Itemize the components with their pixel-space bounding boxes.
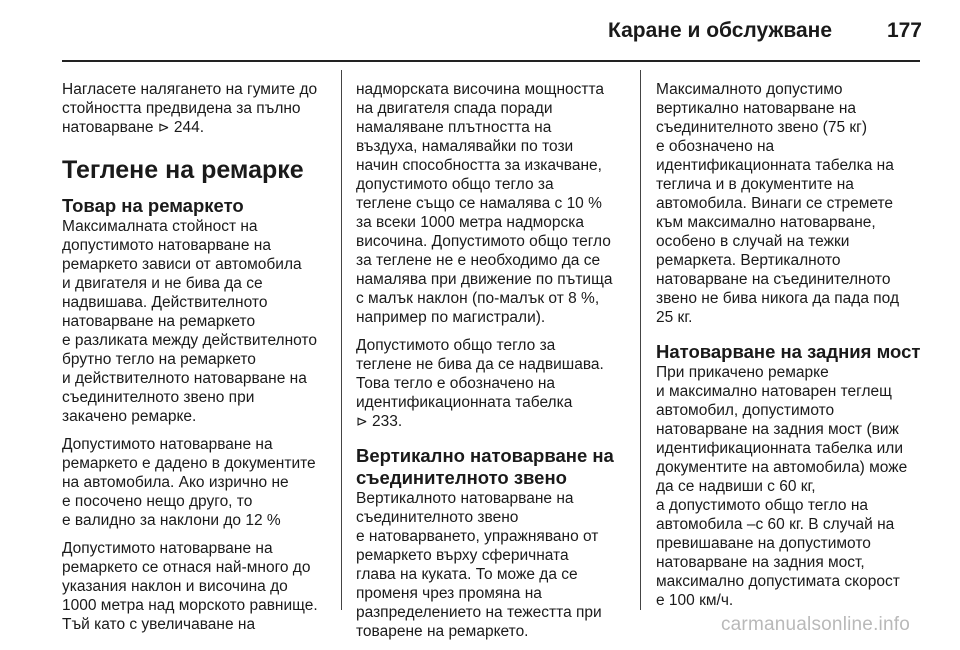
subsection-title-line: Вертикално натоварване на [356,445,614,466]
text-line: за теглене не е необходимо да се [356,252,601,269]
text-line: теглича и в документите на [656,176,854,193]
paragraph [356,80,628,327]
text-line: и максимално натоварен теглещ [656,383,892,400]
text-line: намалява при движение по пътища [356,271,613,288]
text-line: брутно тегло на ремаркето [62,351,256,368]
text-line: особено в случай на тежки [656,233,850,250]
text-line: Нагласете налягането на гумите до [62,81,318,98]
text-line: стойността предвидена за пълно [62,100,301,117]
text-line: товарене на ремаркето. [356,623,529,640]
subsection-title: Натоварване на задния мост [656,341,921,362]
text-line: Максималната стойност на [62,218,258,235]
text-line: Допустимото натоварване на [62,540,273,557]
paragraph [356,489,628,641]
text-line: автомобила. Винаги се стремете [656,195,894,212]
text-line: натоварване на задния мост (виж [656,421,899,438]
text-line: документите на автомобила) може [656,459,908,476]
text-line: допустимото натоварване на [62,237,271,254]
text-line: височина. Допустимото общо тегло [356,233,611,250]
section-title: Теглене на ремарке [62,156,304,184]
text-line: допустимото общо тегло за [356,176,554,193]
text-line: превишаване на допустимото [656,535,871,552]
text-line: на автомобила. Ако изрично не [62,474,289,491]
text-line: да се надвиши с 60 кг, [656,478,816,495]
text-line: е посочено нещо друго, то [62,493,253,510]
paragraph [656,80,926,327]
text-line: е обозначено на [656,138,775,155]
text-line: например по магистрали). [356,309,546,326]
reference-arrow-icon: ⊳ [356,413,368,429]
text-line: глава на куката. То може да се [356,566,578,583]
text-line: на двигателя спада поради [356,100,553,117]
text-line: 1000 метра над морското равнище. [62,597,318,614]
text-line: начин способността за изкачване, [356,157,602,174]
text-line: за всеки 1000 метра надморска [356,214,585,231]
text-line [62,118,334,137]
text-line: теглене също се намалява с 10 % [356,195,602,212]
text-line: ремаркето се отнася най-много до [62,559,311,576]
text-line: ремаркета. Вертикалното [656,252,841,269]
text-line: натоварване на задния мост, [656,554,865,571]
text-line: въздуха, намалявайки по този [356,138,574,155]
text-line: променя чрез промяна на [356,585,542,602]
text-line [356,412,628,431]
text-line: автомобила –с 60 кг. В случай на [656,516,895,533]
text-line: 25 кг. [656,309,693,326]
paragraph [62,435,334,530]
text-line: е натоварването, упражнявано от [356,528,599,545]
text-line: а допустимото общо тегло на [656,497,869,514]
text-line: към максимално натоварване, [656,214,876,231]
text-line: е 100 км/ч. [656,592,734,609]
text-line: надвишава. Действителното [62,294,268,311]
watermark: carmanualsonline.info [720,614,910,635]
text-line: При прикачено ремарке [656,364,829,381]
text-line: идентификационната табелка [356,394,573,411]
column-2 [356,80,628,650]
text-line: закачено ремарке. [62,408,197,425]
text-fragment: натоварване [62,119,158,136]
text-line: ремаркето върху сферичната [356,547,569,564]
page-header [0,0,960,62]
text-line: Това тегло е обозначено на [356,375,556,392]
text-line: е разликата между действителното [62,332,317,349]
text-line: натоварване на съединителното [656,271,891,288]
text-line: Допустимото общо тегло за [356,337,556,354]
text-line: идентификационната табелка на [656,157,894,174]
text-line: съединителното звено (75 кг) [656,119,867,136]
text-line: указания наклон и височина до [62,578,288,595]
text-line: звено не бива никога да пада под [656,290,899,307]
column-3 [656,80,926,619]
subsection-title-line: съединителното звено [356,467,567,488]
text-line: идентификационната табелка или [656,440,904,457]
header-rule [62,60,920,62]
text-line: Вертикалното натоварване на [356,490,574,507]
text-line: теглене не бива да се надвишава. [356,356,604,373]
page-number: 177 [886,19,922,42]
page-reference[interactable]: 244. [169,119,205,136]
text-line: и действителното натоварване на [62,370,307,387]
text-line: ремаркето е дадено в документите [62,455,316,472]
text-line: ремаркето зависи от автомобила [62,256,302,273]
subsection-title [356,445,628,489]
text-line: намаляване плътността на [356,119,552,136]
text-line: съединителното звено [356,509,519,526]
paragraph [62,539,334,634]
running-header-title: Каране и обслужване [608,19,832,42]
page-reference[interactable]: 233. [367,413,403,430]
text-line: надморската височина мощността [356,81,605,98]
text-line: Допустимото натоварване на [62,436,273,453]
text-line: Тъй като с увеличаване на [62,616,256,633]
text-line: с малък наклон (по-малък от 8 %, [356,290,600,307]
text-line: и двигателя и не бива да се [62,275,263,292]
text-line: е валидно за наклони до 12 % [62,512,281,529]
text-line: разпределението на тежестта при [356,604,602,621]
text-line: натоварване на ремаркето [62,313,256,330]
column-divider [640,70,641,610]
reference-arrow-icon: ⊳ [157,119,170,135]
text-line: автомобил, допустимото [656,402,835,419]
text-line: вертикално натоварване на [656,100,857,117]
column-1 [62,80,334,643]
text-line: съединителното звено при [62,389,255,406]
paragraph [656,363,926,610]
paragraph [62,217,334,426]
text-line: максимално допустимата скорост [656,573,900,590]
paragraph [356,336,628,431]
subsection-title: Товар на ремаркето [62,195,244,216]
intro-paragraph [62,80,334,137]
text-line: Максималното допустимо [656,81,843,98]
column-divider [341,70,342,610]
